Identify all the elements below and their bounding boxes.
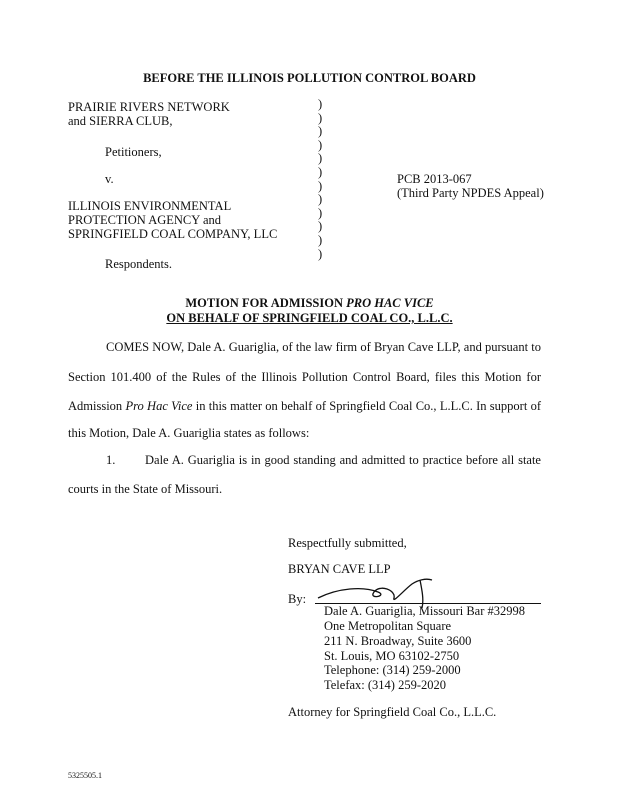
- petitioner-name-line1: PRAIRIE RIVERS NETWORK: [68, 100, 230, 114]
- motion-title: [0, 296, 619, 311]
- item-line: courts in the State of Missouri.: [68, 482, 223, 496]
- text-run: Admission: [68, 399, 126, 413]
- motion-subtitle: [0, 311, 619, 326]
- paragraph-line: COMES NOW, Dale A. Guariglia, of the law firm of Bryan Cave LLP, and pursuant to: [106, 340, 541, 354]
- versus-label: v.: [105, 172, 114, 186]
- attorney-for: Attorney for Springfield Coal Co., L.L.C.: [288, 705, 497, 719]
- respondent-name-line1: ILLINOIS ENVIRONMENTAL: [68, 199, 232, 213]
- paragraph-line: Section 101.400 of the Rules of the Illinois Pollution Control Board, files this Motion for: [68, 370, 541, 384]
- caption-parentheses: ) ) ) ) ) ) ) ) ) ) ) ): [318, 97, 323, 261]
- telefax: Telefax: (314) 259-2020: [324, 678, 447, 692]
- item-number: 1.: [106, 453, 116, 467]
- document-id: 5325505.1: [68, 771, 102, 780]
- paragraph-line: [68, 399, 541, 414]
- text-run: in this matter on behalf of Springfield Coal Co., L.L.C. In support of: [192, 399, 541, 413]
- address-line1: One Metropolitan Square: [324, 619, 452, 633]
- telephone: Telephone: (314) 259-2000: [324, 663, 461, 677]
- text-run-italic: Pro Hac Vice: [125, 399, 193, 413]
- respondent-name-line2: PROTECTION AGENCY and: [68, 213, 222, 227]
- paragraph-line: this Motion, Dale A. Guariglia states as follows:: [68, 426, 310, 440]
- closing: Respectfully submitted,: [288, 536, 407, 550]
- address-line2: 211 N. Broadway, Suite 3600: [324, 634, 472, 648]
- motion-title-prefix: MOTION FOR ADMISSION: [185, 296, 347, 310]
- item-line: Dale A. Guariglia is in good standing and admitted to practice before all state: [145, 453, 541, 467]
- page-title: BEFORE THE ILLINOIS POLLUTION CONTROL BOARD: [143, 71, 476, 85]
- by-label: By:: [288, 592, 307, 606]
- respondents-label: Respondents.: [105, 257, 173, 271]
- petitioner-name-line2: and SIERRA CLUB,: [68, 114, 173, 128]
- firm-name: BRYAN CAVE LLP: [288, 562, 391, 576]
- petitioners-label: Petitioners,: [105, 145, 162, 159]
- attorney-name: Dale A. Guariglia, Missouri Bar #32998: [324, 604, 526, 618]
- motion-subtitle-text: ON BEHALF OF SPRINGFIELD COAL CO., L.L.C.: [166, 311, 453, 325]
- case-type: (Third Party NPDES Appeal): [397, 186, 544, 200]
- address-line3: St. Louis, MO 63102-2750: [324, 649, 460, 663]
- motion-title-italic: PRO HAC VICE: [346, 296, 434, 310]
- respondent-name-line3: SPRINGFIELD COAL COMPANY, LLC: [68, 227, 278, 241]
- case-number: PCB 2013-067: [397, 172, 472, 186]
